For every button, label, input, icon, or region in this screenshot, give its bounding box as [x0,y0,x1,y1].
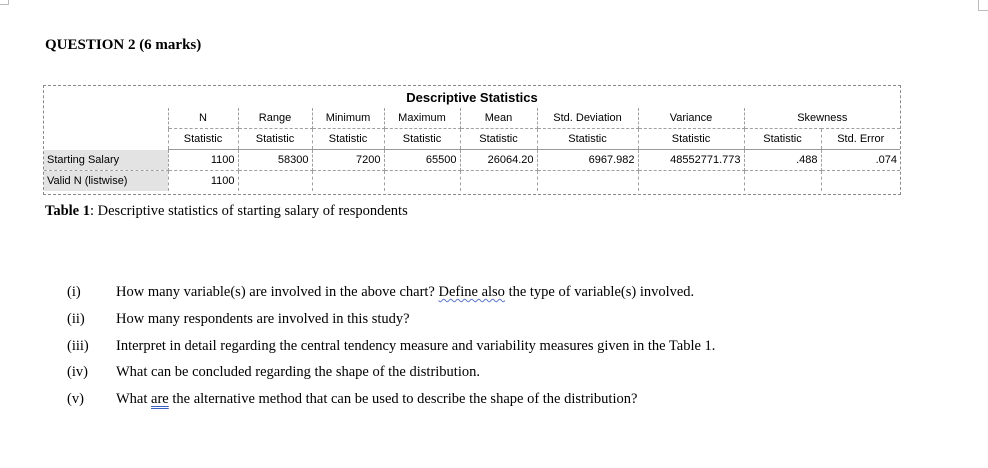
caption-label: Table 1 [45,203,90,219]
table-caption [45,203,408,220]
subheader-mean: Statistic [460,129,537,150]
question-text-part: the alternative method that can be used to describe the shape of the distribution? [168,391,638,407]
cell-empty [638,171,744,192]
question-text-part: How many variable(s) are involved in the above chart? [116,284,439,300]
cell-empty [821,171,900,192]
cell-n: 1100 [168,150,238,171]
header-variance: Variance [638,108,744,129]
cell-empty [460,171,537,192]
question-title: QUESTION 2 (6 marks) [45,37,202,53]
cell-minimum: 7200 [312,150,384,171]
grammar-flag: are [151,391,169,407]
header-std-deviation: Std. Deviation [537,108,638,129]
cell-empty [537,171,638,192]
subheader-std-deviation: Statistic [537,129,638,150]
table-row [44,171,900,192]
table-row [44,150,900,171]
cell-empty [312,171,384,192]
cell-empty [744,171,821,192]
subheader-minimum: Statistic [312,129,384,150]
header-skewness: Skewness [744,108,900,129]
question-text: How many respondents are involved in this study? [116,311,410,327]
caption-text: : Descriptive statistics of starting salary of respondents [90,203,408,219]
question-number: (ii) [67,311,85,327]
descriptive-statistics-table [43,85,901,195]
row-label: Valid N (listwise) [44,171,168,192]
cell-n: 1100 [168,171,238,192]
page-edge-right [978,0,988,11]
cell-empty [384,171,460,192]
question-text-part: the type of variable(s) involved. [504,284,695,300]
header-minimum: Minimum [312,108,384,129]
question-text: What can be concluded regarding the shape of the distribution. [116,364,480,380]
question-text: Interpret in detail regarding the central tendency measure and variability measures given in the Table 1. [116,338,716,354]
header-n: N [168,108,238,129]
question-number: (iv) [67,364,88,380]
row-label: Starting Salary [44,150,168,171]
cell-empty [238,171,312,192]
subheader-n: Statistic [168,129,238,150]
subheader-skew-statistic: Statistic [744,129,821,150]
cell-maximum: 65500 [384,150,460,171]
page-edge-left [0,0,9,5]
cell-skew-statistic: .488 [744,150,821,171]
grammar-flag: Define also [438,284,505,300]
subheader-variance: Statistic [638,129,744,150]
question-number: (v) [67,391,84,407]
cell-std-deviation: 6967.982 [537,150,638,171]
subheader-maximum: Statistic [384,129,460,150]
cell-variance: 48552771.773 [638,150,744,171]
cell-mean: 26064.20 [460,150,537,171]
cell-range: 58300 [238,150,312,171]
stats-grid [44,108,900,191]
question-number: (iii) [67,338,89,354]
question-text-part: What [116,391,152,407]
question-text [116,391,637,408]
subheader-range: Statistic [238,129,312,150]
subheader-skew-std-error: Std. Error [821,129,900,150]
corner-cell-2 [44,129,168,150]
question-text [116,284,694,301]
header-maximum: Maximum [384,108,460,129]
table-title: Descriptive Statistics [406,90,538,105]
header-range: Range [238,108,312,129]
header-mean: Mean [460,108,537,129]
corner-cell [44,108,168,129]
cell-skew-std-error: .074 [821,150,900,171]
question-number: (i) [67,284,81,300]
